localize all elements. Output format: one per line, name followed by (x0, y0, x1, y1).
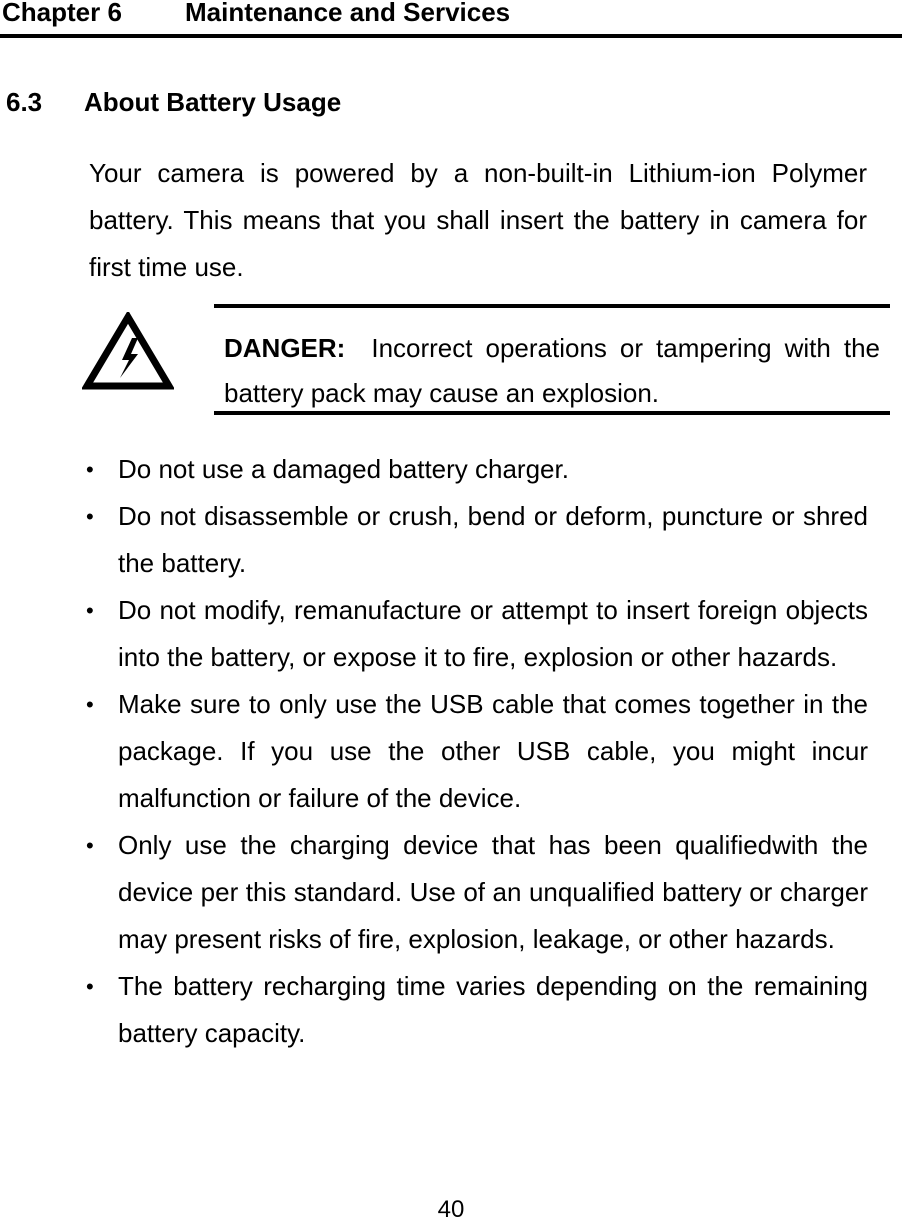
list-item (0, 681, 868, 822)
bullet-dot-icon: • (86, 598, 94, 623)
danger-label: DANGER: (224, 333, 346, 363)
list-item (0, 822, 868, 963)
list-item-text: The battery recharging time varies depending on the remaining battery capacity. (118, 971, 868, 1048)
danger-callout (214, 304, 890, 415)
page-number: 40 (437, 1196, 465, 1223)
bullet-dot-icon: • (86, 457, 94, 482)
safety-bullet-list (0, 446, 902, 1057)
list-item-text: Only use the charging device that has been qualifiedwith the device per this standard. Use of an unqualified battery or charger may present risks of fire, explosion, leakage, or other hazards. (118, 830, 868, 954)
danger-text (224, 326, 880, 416)
list-item (0, 587, 868, 681)
bullet-dot-icon: • (86, 974, 94, 999)
bullet-dot-icon: • (86, 833, 94, 858)
chapter-title: Maintenance and Services (185, 0, 511, 27)
list-item (0, 493, 868, 587)
list-item (0, 963, 868, 1057)
chapter-header (0, 0, 902, 38)
intro-paragraph: Your camera is powered by a non-built-in Lithium-ion Polymer battery. This means that you shall insert the battery in camera for first time use. (89, 158, 867, 282)
list-item-text: Do not disassemble or crush, bend or deform, puncture or shred the battery. (118, 501, 868, 578)
section-title: About Battery Usage (84, 87, 342, 117)
list-item-text: Do not use a damaged battery charger. (118, 454, 569, 484)
list-item-text: Make sure to only use the USB cable that comes together in the package. If you use the other USB cable, you might incur malfunction or failure of the device. (118, 689, 868, 813)
bullet-dot-icon: • (86, 504, 94, 529)
list-item-text: Do not modify, remanufacture or attempt to insert foreign objects into the battery, or expose it to fire, explosion or other hazards. (118, 595, 868, 672)
list-item (0, 446, 868, 493)
chapter-number: Chapter 6 (2, 0, 122, 27)
section-number: 6.3 (6, 87, 43, 117)
danger-message: Incorrect operations or tampering with the battery pack may cause an explosion. (224, 333, 880, 408)
bullet-dot-icon: • (86, 692, 94, 717)
electric-hazard-icon (82, 312, 174, 390)
